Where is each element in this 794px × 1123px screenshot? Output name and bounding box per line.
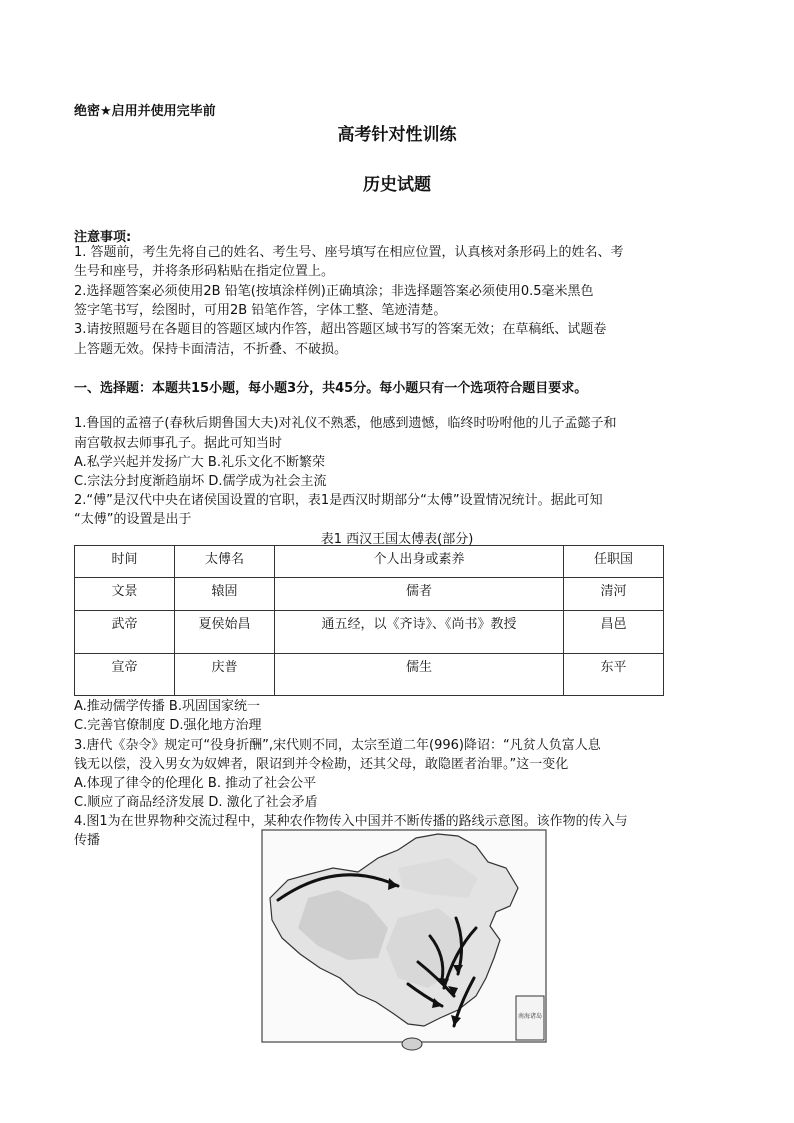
question-2-line: “太傅”的设置是出于: [74, 512, 192, 527]
table-header-cell: 任职国: [564, 546, 664, 578]
table-cell: 儒者: [275, 578, 564, 611]
question-3-line: 3.唐代《杂令》规定可“役身折酬”,宋代则不同，太宗至道二年(996)降诏：“凡贫人负富人息: [74, 738, 601, 753]
table-row: [75, 578, 664, 611]
exam-title: 高考针对性训练: [337, 125, 457, 145]
notice-line: 2.选择题答案必须使用2B 铅笔(按填涂样例)正确填涂；非选择题答案必须使用0.5毫米黑色: [74, 284, 594, 299]
question-1-line: 1.鲁国的孟禧子(春秋后期鲁国大夫)对礼仪不熟悉，他感到遗憾，临终时吩咐他的儿子孟懿子和: [74, 416, 617, 431]
tutor-table: [74, 545, 664, 696]
notice-line: 上答题无效。保持卡面清洁，不折叠、不破损。: [74, 342, 348, 357]
table-cell: 文景: [75, 578, 175, 611]
table-cell: 夏侯始昌: [175, 611, 275, 654]
question-4-line: 传播: [74, 833, 101, 848]
question-3-option: A.体现了律令的伦理化 B. 推动了社会公平: [74, 776, 317, 791]
table-cell: 辕固: [175, 578, 275, 611]
hainan-island: [402, 1038, 422, 1050]
secret-notice: 绝密★启用并使用完毕前: [74, 104, 216, 119]
notice-line: 签字笔书写，绘图时，可用2B 铅笔作答，字体工整、笔迹清楚。: [74, 303, 447, 318]
question-3-option: C.顺应了商品经济发展 D. 激化了社会矛盾: [74, 795, 318, 810]
table-row: [75, 611, 664, 654]
table-cell: 庆普: [175, 654, 275, 696]
table-cell: 清河: [564, 578, 664, 611]
table-caption: 表1 西汉王国太傅表(部分): [320, 532, 474, 547]
table-cell: 武帝: [75, 611, 175, 654]
question-3-line: 钱无以偿，没入男女为奴婢者，限诏到并令检勘，还其父母，敢隐匿者治罪。”这一变化: [74, 757, 569, 772]
notice-line: 生号和座号，并将条形码粘贴在指定位置上。: [74, 264, 335, 279]
table-row: [75, 654, 664, 696]
question-2-option: A.推动儒学传播 B.巩固国家统一: [74, 699, 260, 714]
inset-label: 南海诸岛: [517, 1013, 543, 1020]
notice-heading: 注意事项:: [74, 230, 132, 245]
crop-spread-map: [248, 828, 552, 1062]
question-1-option: A.私学兴起并发扬广大 B.礼乐文化不断繁荣: [74, 455, 325, 470]
table-header-cell: 时间: [75, 546, 175, 578]
question-1-option: C.宗法分封度渐趋崩坏 D.儒学成为社会主流: [74, 474, 327, 489]
question-2-line: 2.“傅”是汉代中央在诸侯国设置的官职，表1是西汉时期部分“太傅”设置情况统计。据此可知: [74, 493, 603, 508]
notice-line: 1. 答题前，考生先将自己的姓名、考生号、座号填写在相应位置，认真核对条形码上的姓名、考: [74, 245, 624, 260]
question-1-line: 南宫敬叔去师事孔子。据此可知当时: [74, 436, 283, 451]
table-cell: 昌邑: [564, 611, 664, 654]
table-header-cell: 太傅名: [175, 546, 275, 578]
question-4-line: 4.图1为在世界物种交流过程中，某种农作物传入中国并不断传播的路线示意图。该作物的传入与: [74, 814, 628, 829]
table-header-cell: 个人出身或素养: [275, 546, 564, 578]
notice-line: 3.请按照题号在各题目的答题区域内作答，超出答题区域书写的答案无效；在草稿纸、试题卷: [74, 322, 607, 337]
table-cell: 儒生: [275, 654, 564, 696]
exam-subtitle: 历史试题: [363, 175, 431, 195]
section-heading: 一、选择题：本题共15小题，每小题3分，共45分。每小题只有一个选项符合题目要求。: [74, 381, 588, 396]
table-cell: 通五经，以《齐诗》、《尚书》教授: [275, 611, 564, 654]
table-header-row: [75, 546, 664, 578]
table-cell: 宣帝: [75, 654, 175, 696]
question-2-option: C.完善官僚制度 D.强化地方治理: [74, 718, 262, 733]
table-cell: 东平: [564, 654, 664, 696]
